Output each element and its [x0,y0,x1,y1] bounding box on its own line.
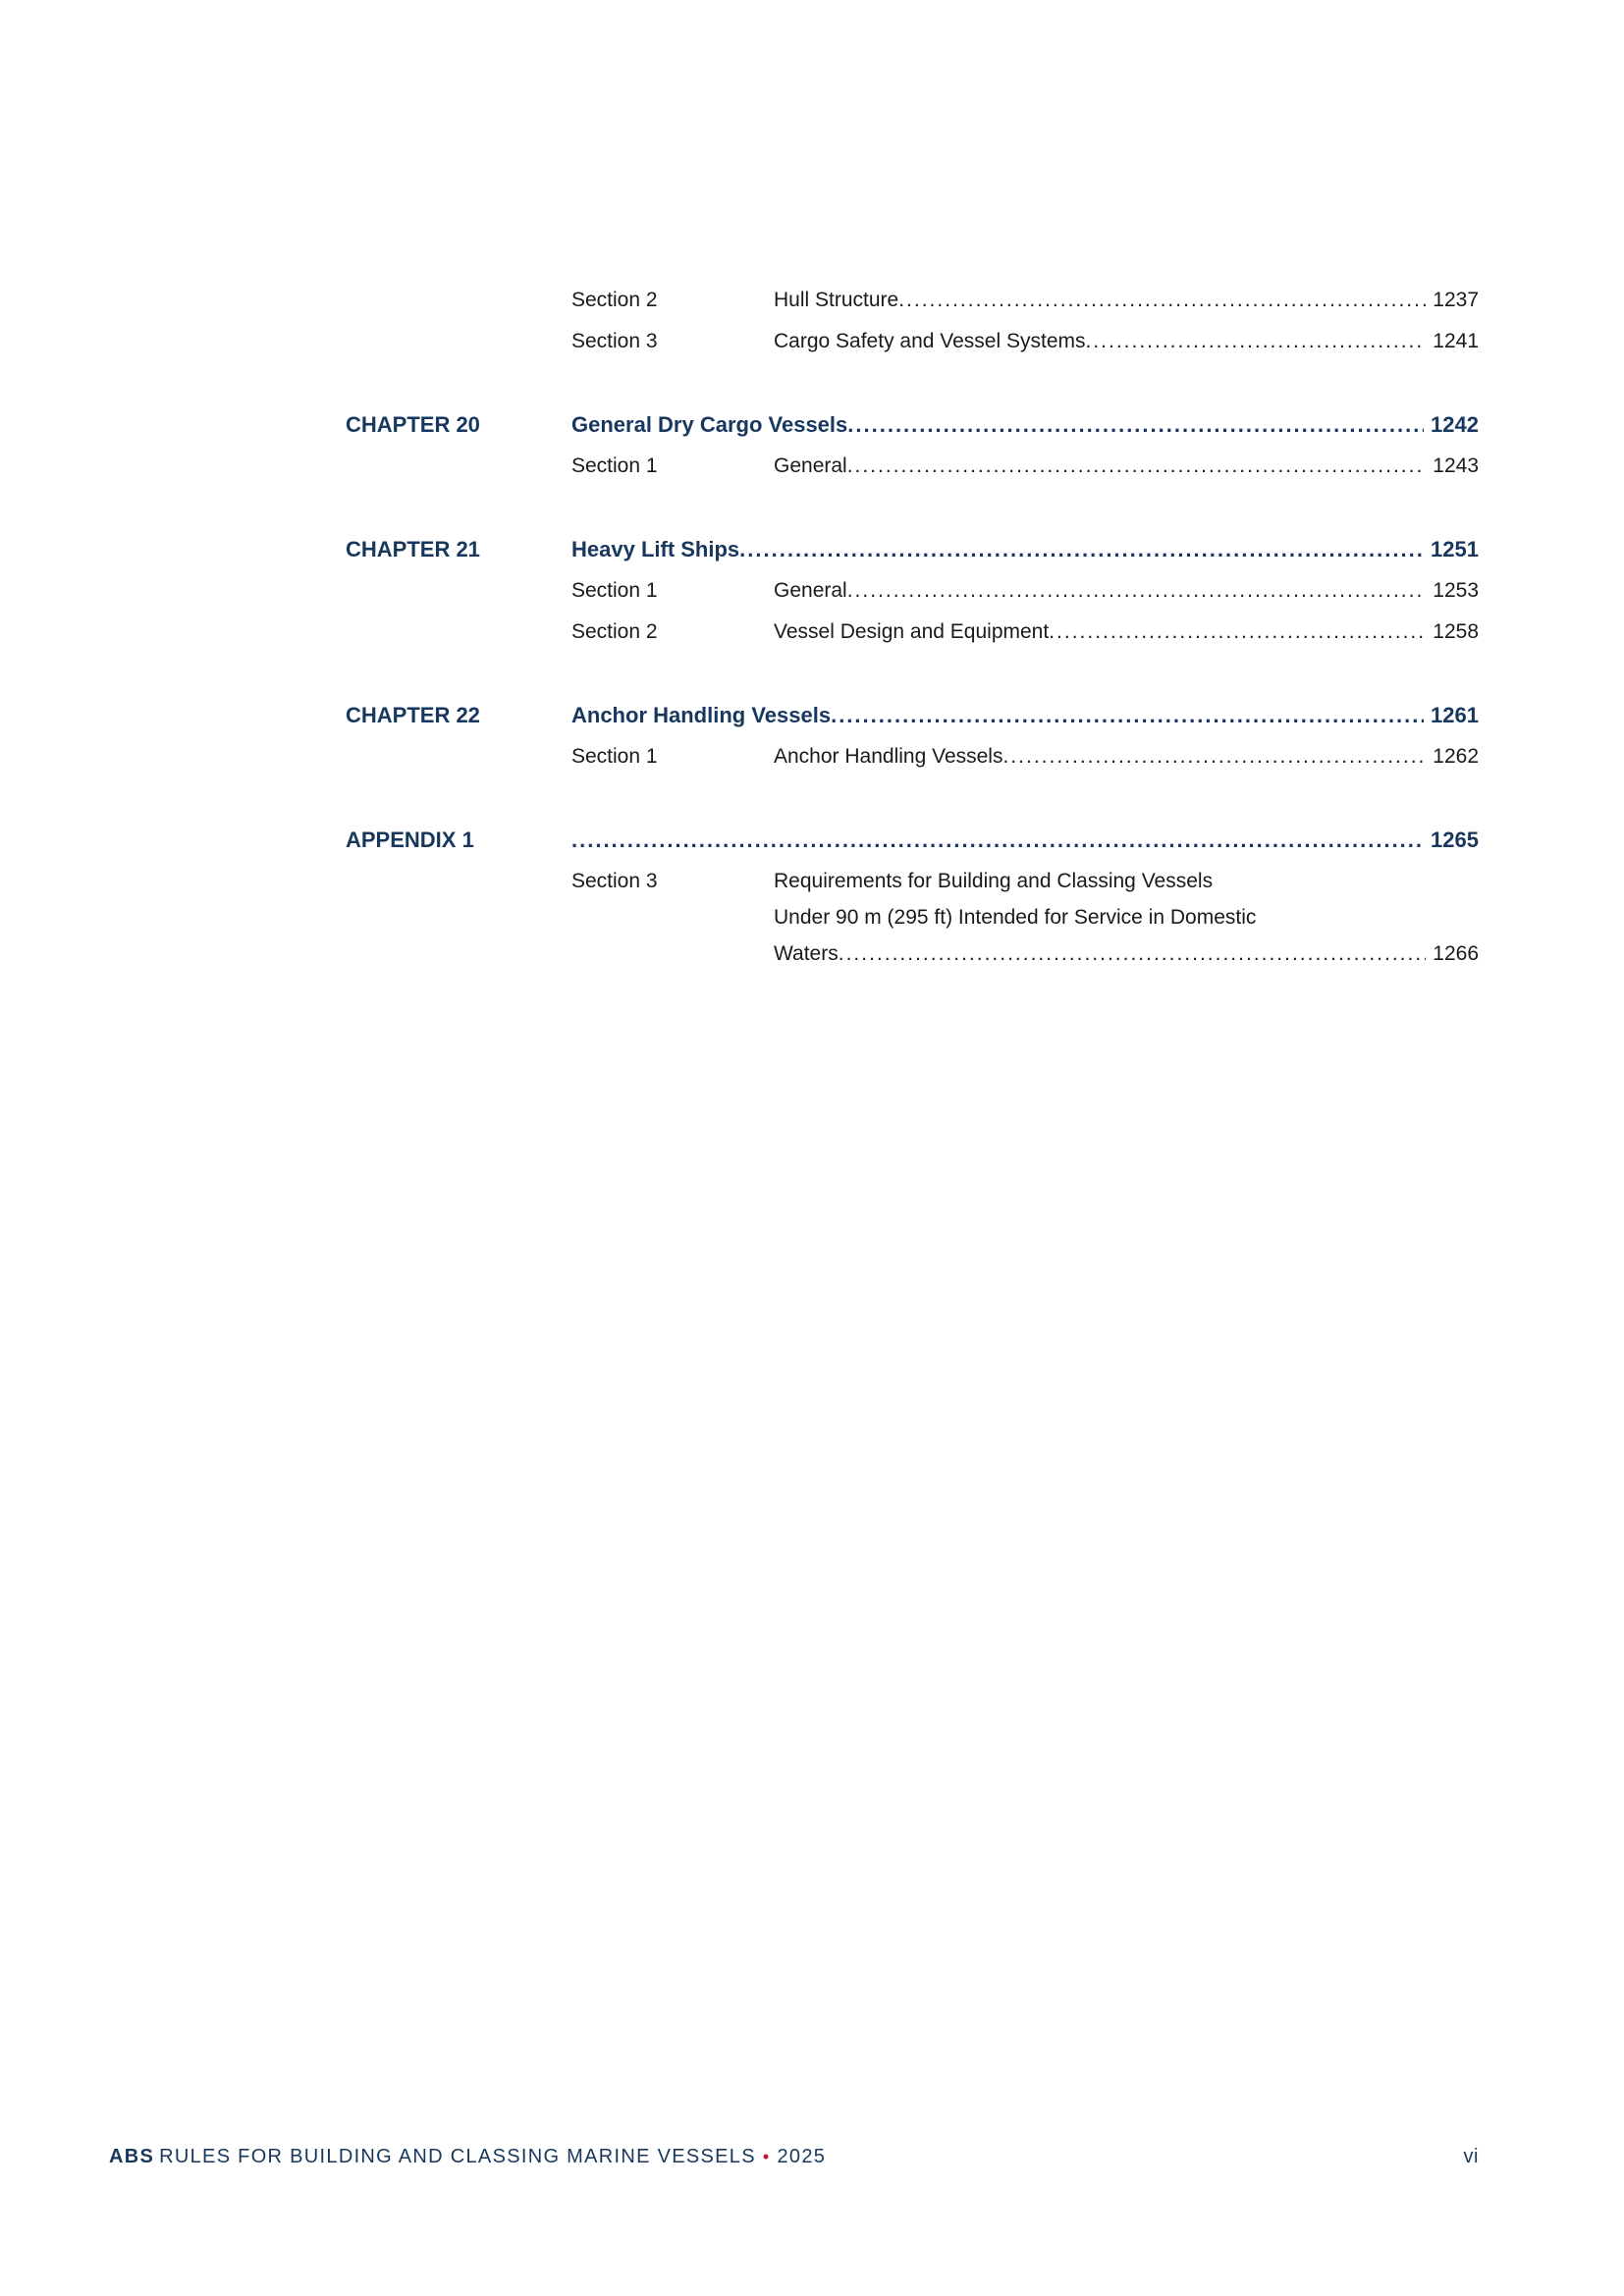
page-footer [109,2144,1479,2169]
page-number: 1266 [1433,942,1479,965]
section-label: Section 1 [571,454,658,477]
entry-title: General Dry Cargo Vessels [571,412,848,437]
toc-entry [571,697,1479,733]
chapter-label: APPENDIX 1 [346,828,474,852]
footer-document-title [109,2144,826,2169]
entry-title: Anchor Handling Vessels [774,745,1003,768]
toc-entry [774,572,1479,609]
toc-section-row [346,282,1479,318]
dot-leader [847,572,1427,609]
toc-section-row [346,863,1479,972]
toc-chapter-row [346,822,1479,858]
entry-title: Vessel Design and Equipment [774,620,1050,643]
chapter-label: CHAPTER 22 [346,703,480,727]
toc-entry [571,531,1479,567]
red-bullet-separator: • [762,2147,771,2166]
page-number: 1265 [1431,828,1479,852]
entry-title: General [774,579,847,602]
toc-entry [571,406,1479,443]
toc-section-row [346,572,1479,609]
section-label: Section 2 [571,620,658,643]
table-of-contents [346,282,1479,977]
folio-page-number: vi [1463,2146,1479,2167]
page-number: 1262 [1433,745,1479,768]
entry-title: General [774,454,847,477]
section-label: Section 2 [571,289,658,311]
toc-section-row [346,448,1479,484]
page-number: 1251 [1431,537,1479,561]
page-number: 1241 [1433,330,1479,352]
toc-entry [774,323,1479,359]
entry-title: Hull Structure [774,289,899,311]
toc-section-row [346,323,1479,359]
dot-leader [1086,323,1427,359]
section-label: Section 1 [571,579,658,602]
toc-chapter-row [346,697,1479,733]
entry-title: Anchor Handling Vessels [571,703,832,727]
footer-year: 2025 [777,2146,827,2167]
toc-entry [774,448,1479,484]
page-number: 1242 [1431,412,1479,437]
footer-title-text: RULES FOR BUILDING AND CLASSING MARINE VESSELS [159,2146,756,2167]
dot-leader [831,697,1424,733]
toc-entry [774,863,1479,972]
dot-leader [847,406,1424,443]
toc-chapter-row [346,406,1479,443]
chapter-label: CHAPTER 21 [346,537,480,561]
toc-section-row [346,738,1479,774]
chapter-label: CHAPTER 20 [346,412,480,437]
toc-entry [774,614,1479,650]
toc-entry [571,822,1479,858]
toc-entry [774,282,1479,318]
dot-leader [571,822,1424,858]
entry-title-line: Requirements for Building and Classing Vessels [774,870,1214,892]
dot-leader [1049,614,1426,650]
entry-title: Heavy Lift Ships [571,537,740,561]
page-number: 1258 [1433,620,1479,643]
entry-title-last-line [774,935,1479,972]
section-label: Section 1 [571,745,658,768]
section-label: Section 3 [571,330,658,352]
entry-title-line: Waters [774,942,839,965]
page-number: 1237 [1433,289,1479,311]
abs-brand: ABS [109,2146,155,2167]
dot-leader [839,935,1427,972]
toc-entry [774,738,1479,774]
dot-leader [847,448,1427,484]
dot-leader [739,531,1424,567]
entry-title: Cargo Safety and Vessel Systems [774,330,1086,352]
toc-section-row [346,614,1479,650]
entry-title-line: Under 90 m (295 ft) Intended for Service in Domestic [774,906,1257,929]
dot-leader [1002,738,1426,774]
page-number: 1253 [1433,579,1479,602]
page-number: 1243 [1433,454,1479,477]
toc-chapter-row [346,531,1479,567]
page-number: 1261 [1431,703,1479,727]
dot-leader [898,282,1426,318]
section-label: Section 3 [571,870,658,892]
